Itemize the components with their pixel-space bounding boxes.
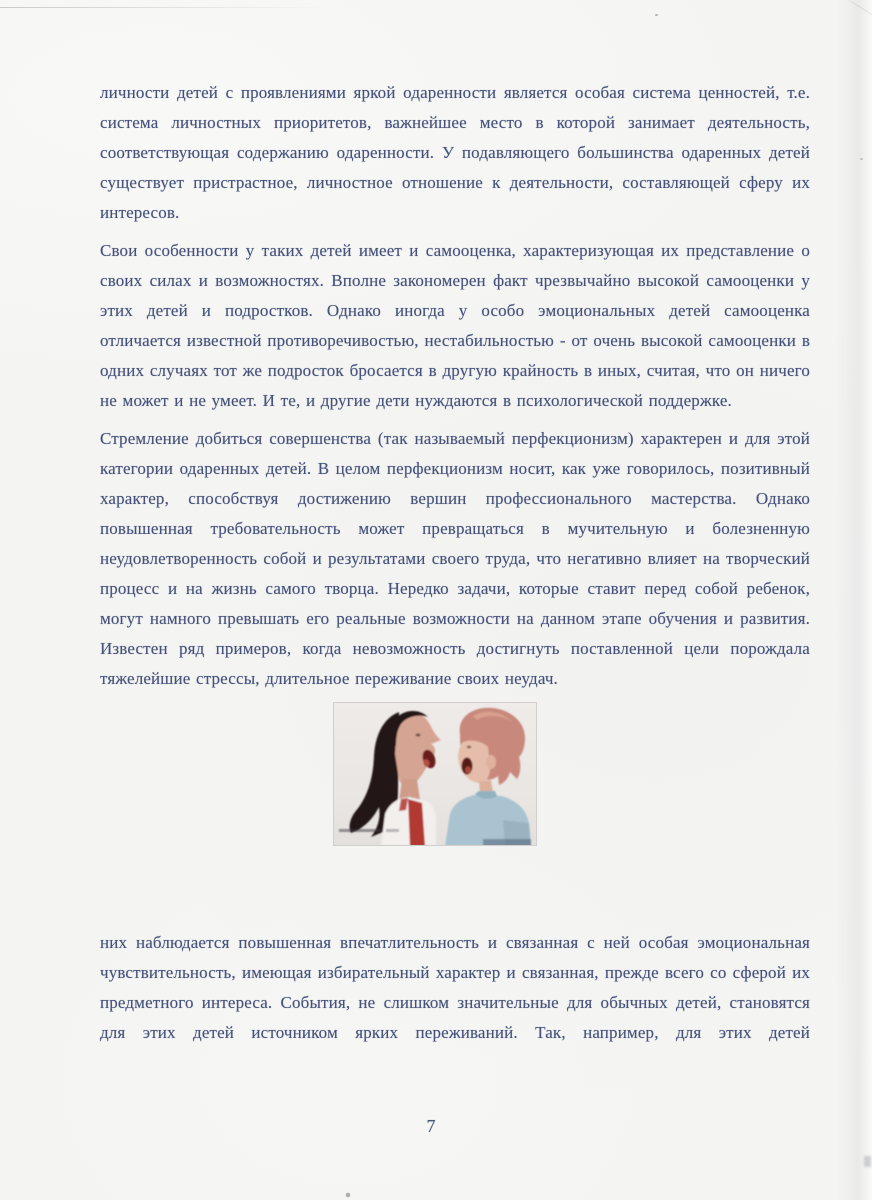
photo-watermark [339,829,399,832]
scan-speck [860,158,863,160]
paragraph-self-esteem: Свои особенности у таких детей имеет и самооценка, характеризующая их представление о своих силах и возможностях. Вполне закономерен факт чрезвычайно высокой самооценки у этих детей и подростков. Однако иногда у особо эмоциональных детей самооценка отличается известной противоречивостью, нестабильностью - от очень высокой самооценки в одних случаях тот же подросток бросается в другую крайность в иных, считая, что он ничего не может и не умеет. И те, и другие дети нуждаются в психологической поддержке. [100,241,810,410]
scan-speck [655,14,658,16]
scan-right-band [836,0,872,1200]
paragraph-values-system: личности детей с проявлениями яркой одаренности является особая система ценностей, т.е. система личностных приоритетов, важнейшее место в которой занимает деятельность, соответствующая содержанию одаренности. У подавляющего большинства одаренных детей существует пристрастное, личностное отношение к деятельности, составляющей сферу их интересов. [100,83,810,222]
page-number: 7 [426,1116,436,1136]
paragraph-perfectionism: Стремление добиться совершенства (так называемый перфекционизм) характерен и для этой категории одаренных детей. В целом перфекционизм носит, как уже говорилось, позитивный характер, способствуя достижению вершин профессионального мастерства. Однако повышенная требовательность может превращаться в мучительную и болезненную неудовлетворенность собой и результатами своего труда, что негативно влияет на творческий процесс и на жизнь самого творца. Нередко задачи, которые ставит перед собой ребенок, могут намного превышать его реальные возможности на данном этапе обучения и развития. Известен ряд примеров, когда невозможность достигнуть поставленной цели порождала тяжелейшие стрессы, длительное переживание своих неудач. [100,429,810,688]
scan-edge-top [0,7,330,8]
children-photo-svg [333,702,537,846]
paragraph-sensitivity: них наблюдается повышенная впечатлительность и связанная с ней особая эмоциональная чувствительность, имеющая избирательный характер и связанная, прежде всего со сферой их предметного интереса. События, не слишком значительные для обычных детей, становятся для этих детей источником ярких переживаний. Так, например, для этих детей [100,933,810,1042]
children-arguing-photo [333,702,537,846]
scan-speck [346,1193,350,1197]
scan-smudge [864,1156,871,1167]
page-content [100,78,810,1056]
